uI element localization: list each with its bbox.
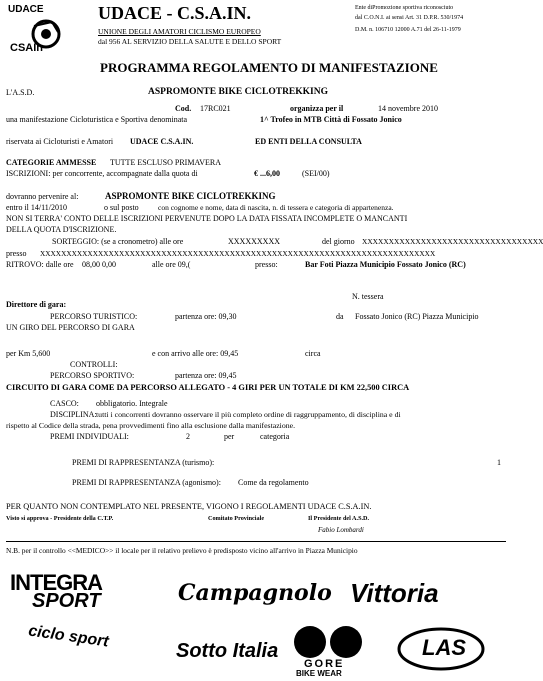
percorso-da: Fossato Jonico (RC) Piazza Municipio	[355, 312, 479, 321]
km-arrivo: e con arrivo alle ore: 09,45	[152, 349, 239, 358]
controlli-label: CONTROLLI:	[70, 360, 118, 369]
percorso-sportivo-partenza: partenza ore: 09,45	[175, 371, 237, 380]
riservata-extra: ED ENTI DELLA CONSULTA	[255, 137, 362, 146]
premi-individuali-n: 2	[186, 432, 190, 441]
tessera-label: N. tessera	[352, 292, 384, 301]
riservata-label: riservata ai Cicloturisti e Amatori	[6, 137, 114, 146]
km-circa: circa	[305, 349, 321, 358]
signature: Fabio Lombardi	[318, 526, 364, 534]
casco-label: CASCO:	[50, 399, 79, 408]
sul-posto: o sul posto	[104, 203, 139, 212]
asd-label: L'A.S.D.	[6, 88, 35, 97]
footer-note: PER QUANTO NON CONTEMPLATO NEL PRESENTE, VIGONO I REGOLAMENTI UDACE C.S.A.IN.	[6, 502, 372, 511]
casco-value: obbligatorio. Integrale	[96, 399, 168, 408]
premi-agonismo-label: PREMI DI RAPPRESENTANZA (agonismo):	[72, 478, 221, 487]
categorie-value: TUTTE ESCLUSO PRIMAVERA	[110, 158, 221, 167]
iscrizione-requisiti: con cognome e nome, data di nascita, n. di tessera e categoria di appartenenza.	[158, 203, 394, 212]
warning-line-1: NON SI TERRA' CONTO DELLE ISCRIZIONI PERVENUTE DOPO LA DATA FISSATA INCOMPLETE O MANCANTI	[6, 214, 408, 223]
ritrovo-label: RITROVO: dalle ore	[6, 260, 74, 269]
percorso-desc: UN GIRO DEL PERCORSO DI GARA	[6, 323, 135, 332]
cod-value: 17RC021	[200, 104, 231, 113]
footer-divider	[6, 541, 506, 542]
percorso-turistico-label: PERCORSO TURISTICO:	[50, 312, 138, 321]
org-title: UDACE - C.S.A.IN.	[98, 3, 252, 23]
logo-top-text: UDACE	[8, 4, 44, 15]
org-subtitle-1: UNIONE DEGLI AMATORI CICLISMO EUROPEO	[98, 27, 261, 36]
iscrizioni-label: ISCRIZIONI: per concorrente, accompagnate dalla quota di	[6, 169, 198, 178]
manifestazione-name: 1^ Trofeo in MTB Città di Fossato Jonico	[260, 115, 402, 124]
premi-turismo-n: 1	[497, 458, 501, 467]
event-date: 14 novembre 2010	[378, 104, 438, 113]
integra-text: INTEGRA	[10, 570, 102, 595]
percorso-turistico-partenza: partenza ore: 09,30	[175, 312, 237, 321]
sotto-italia-logo: Sotto Italia	[176, 640, 279, 662]
organizza-label: organizza per il	[290, 104, 344, 113]
sorteggio-label: SORTEGGIO: (se a cronometro) alle ore	[52, 237, 184, 246]
iscrizioni-value: € ...6,00	[254, 169, 280, 178]
sorteggio-giorno: XXXXXXXXXXXXXXXXXXXXXXXXXXXXXXXXXX	[362, 237, 543, 246]
las-logo	[396, 626, 486, 672]
comitato-label: Comitato Provinciale	[208, 515, 265, 522]
ciclo-sport-logo: ciclo sport	[27, 622, 110, 651]
vittoria-logo: Vittoria	[350, 578, 439, 608]
doc-title: PROGRAMMA REGOLAMENTO DI MANIFESTAZIONE	[100, 60, 438, 75]
categorie-label: CATEGORIE AMMESSE	[6, 158, 97, 167]
disciplina-label: DISCIPLINA:	[50, 410, 97, 419]
premi-per: per	[224, 432, 235, 441]
direttore-label: Direttore di gara:	[6, 300, 67, 309]
circuito-gara: CIRCUITO DI GARA COME DA PERCORSO ALLEGATO - 4 GIRI PER UN TOTALE DI KM 22,500 CIRCA	[6, 383, 410, 392]
ente-line-3: D.M. n. 106710 12000 A.71 del 26-11-1979	[355, 27, 461, 33]
ente-line-1: Ente diPromozione sportiva riconosciuto	[355, 5, 454, 11]
gore-logo	[290, 624, 370, 678]
campagnolo-logo: Campagnolo	[178, 580, 332, 606]
disciplina-line-2: rispetto al Codice della strada, pena provvedimenti fino alla esclusione dalla manifestazione.	[6, 421, 296, 430]
premi-individuali-label: PREMI INDIVIDUALI:	[50, 432, 129, 441]
ritrovo-dalle: 08,00 0,00	[82, 260, 116, 269]
entro-date: entro il 14/11/2010	[6, 203, 68, 212]
visto-label: Visto si approva - Presidente della C.T.P.	[6, 515, 114, 522]
pervenire-label: dovranno pervenire al:	[6, 192, 79, 201]
warning-line-2: DELLA QUOTA D'ISCRIZIONE.	[6, 225, 117, 234]
presidente-label: Il Presidente del A.S.D.	[308, 515, 370, 522]
manifestazione-label: una manifestazione Cicloturistica e Sportiva denominata	[6, 115, 188, 124]
ritrovo-presso: Bar Foti Piazza Municipio Fossato Jonico (RC)	[305, 260, 466, 269]
ritrovo-presso-label: presso:	[255, 260, 278, 269]
logo-bottom-text: CSAIn	[10, 42, 43, 54]
udace-logo	[6, 4, 68, 56]
premi-turismo-label: PREMI DI RAPPRESENTANZA (turismo):	[72, 458, 215, 467]
gore-badge-icon	[290, 624, 370, 660]
premi-agonismo-value: Come da regolamento	[238, 478, 309, 487]
nb-note: N.B. per il controllo <<MEDICO>> il locale per il relativo prelievo è predisposto vicino all'arrivo in Piazza Municipio	[6, 546, 358, 555]
percorso-sportivo-label: PERCORSO SPORTIVO:	[50, 371, 135, 380]
asd-name: ASPROMONTE BIKE CICLOTREKKING	[148, 87, 328, 97]
iscrizioni-note: (SEI/00)	[302, 169, 330, 178]
cod-label: Cod.	[175, 104, 192, 113]
sorteggio-ore: XXXXXXXXX	[228, 237, 280, 246]
integra-sport-logo	[10, 570, 160, 614]
km-label: per Km 5,600	[6, 349, 51, 358]
disciplina-line-1: tutti i concorrenti dovranno osservare il più completo ordine di raggruppamento, di disciplina e di	[96, 410, 401, 419]
sorteggio-presso-label: presso	[6, 249, 27, 258]
ente-line-2: dal C.O.N.I. ai sensi Art. 31 D.P.R. 530/1974	[355, 15, 464, 21]
premi-categoria: categoria	[260, 432, 290, 441]
las-text: LAS	[422, 635, 466, 660]
riservata-org: UDACE C.S.A.IN.	[130, 137, 194, 146]
gore-text: GORE	[304, 658, 345, 670]
org-subtitle-2: dal 956 AL SERVIZIO DELLA SALUTE E DELLO SPORT	[98, 37, 282, 46]
ritrovo-alle: alle ore 09,(	[152, 260, 191, 269]
pervenire-value: ASPROMONTE BIKE CICLOTREKKING	[105, 191, 276, 201]
sorteggio-giorno-label: del giorno	[322, 237, 355, 246]
gore-bikewear-text: BIKE WEAR	[296, 669, 342, 678]
percorso-da-label: da	[336, 312, 344, 321]
sorteggio-presso: XXXXXXXXXXXXXXXXXXXXXXXXXXXXXXXXXXXXXXXXXXXXXXXXXXXXXXXXXXXXXXXXXXXXXXXXXXX	[40, 249, 436, 258]
integra-sport-text: SPORT	[32, 590, 101, 612]
